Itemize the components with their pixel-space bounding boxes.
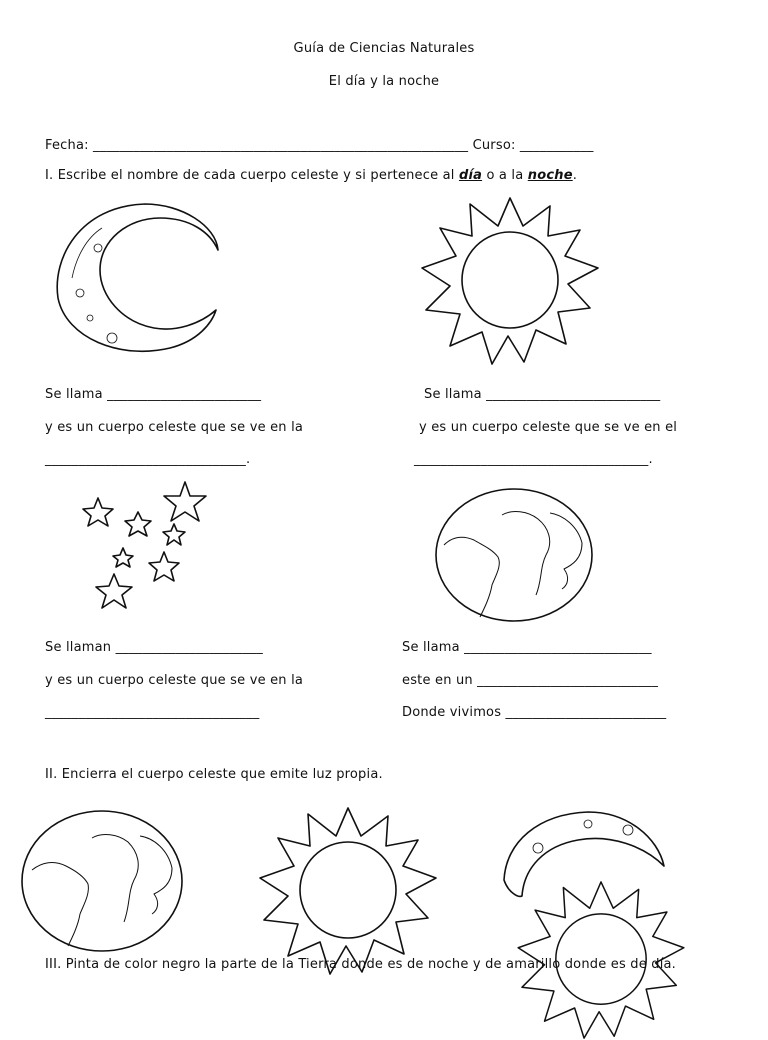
earth-illustration [432,485,597,625]
sun-name-line: Se llama __________________________ [424,387,661,402]
instruction-prefix: I. Escribe el nombre de cada cuerpo celeste y si pertenece al [45,168,455,183]
stars-answer-line: ________________________________ [45,705,260,720]
section2-instruction: II. Encierra el cuerpo celeste que emite luz propia. [45,767,383,782]
earth-location-line: este en un ___________________________ [402,673,659,688]
sun-rays [422,198,598,364]
date-blank: ________________________________________________________ [93,138,469,153]
star-shapes [83,482,206,608]
word-noche: noche [527,168,573,183]
stars-illustration [78,478,213,618]
stars-name-line: Se llaman ______________________ [45,640,263,655]
moon-illustration [50,198,230,358]
earth-illustration-2 [18,806,188,956]
instruction-middle: o a la [486,168,524,183]
word-dia: día [458,168,483,183]
moon-name-line: Se llama _______________________ [45,387,262,402]
instruction-end: . [572,168,578,183]
moon-answer-line: ______________________________. [45,452,251,467]
page-title: Guía de Ciencias Naturales [293,41,475,56]
sun-illustration-2 [258,806,438,976]
page-subtitle: El día y la noche [328,74,440,89]
earth-name-line: Se llama ____________________________ [402,640,652,655]
course-blank: ___________ [519,138,594,153]
section3-instruction: III. Pinta de color negro la parte de la Tierra donde es de noche y de amarillo donde es de día. [45,957,676,972]
sun-answer-line: ___________________________________. [414,452,653,467]
date-label: Fecha: [45,138,89,153]
stars-description: y es un cuerpo celeste que se ve en la [45,673,304,688]
date-line [45,138,594,154]
earth-where-we-live-line: Donde vivimos ________________________ [402,705,667,720]
sun-description: y es un cuerpo celeste que se ve en el [419,420,678,435]
course-label: Curso: [472,138,516,153]
section1-instruction [45,168,577,184]
moon-description: y es un cuerpo celeste que se ve en la [45,420,304,435]
sun-illustration [420,196,600,366]
